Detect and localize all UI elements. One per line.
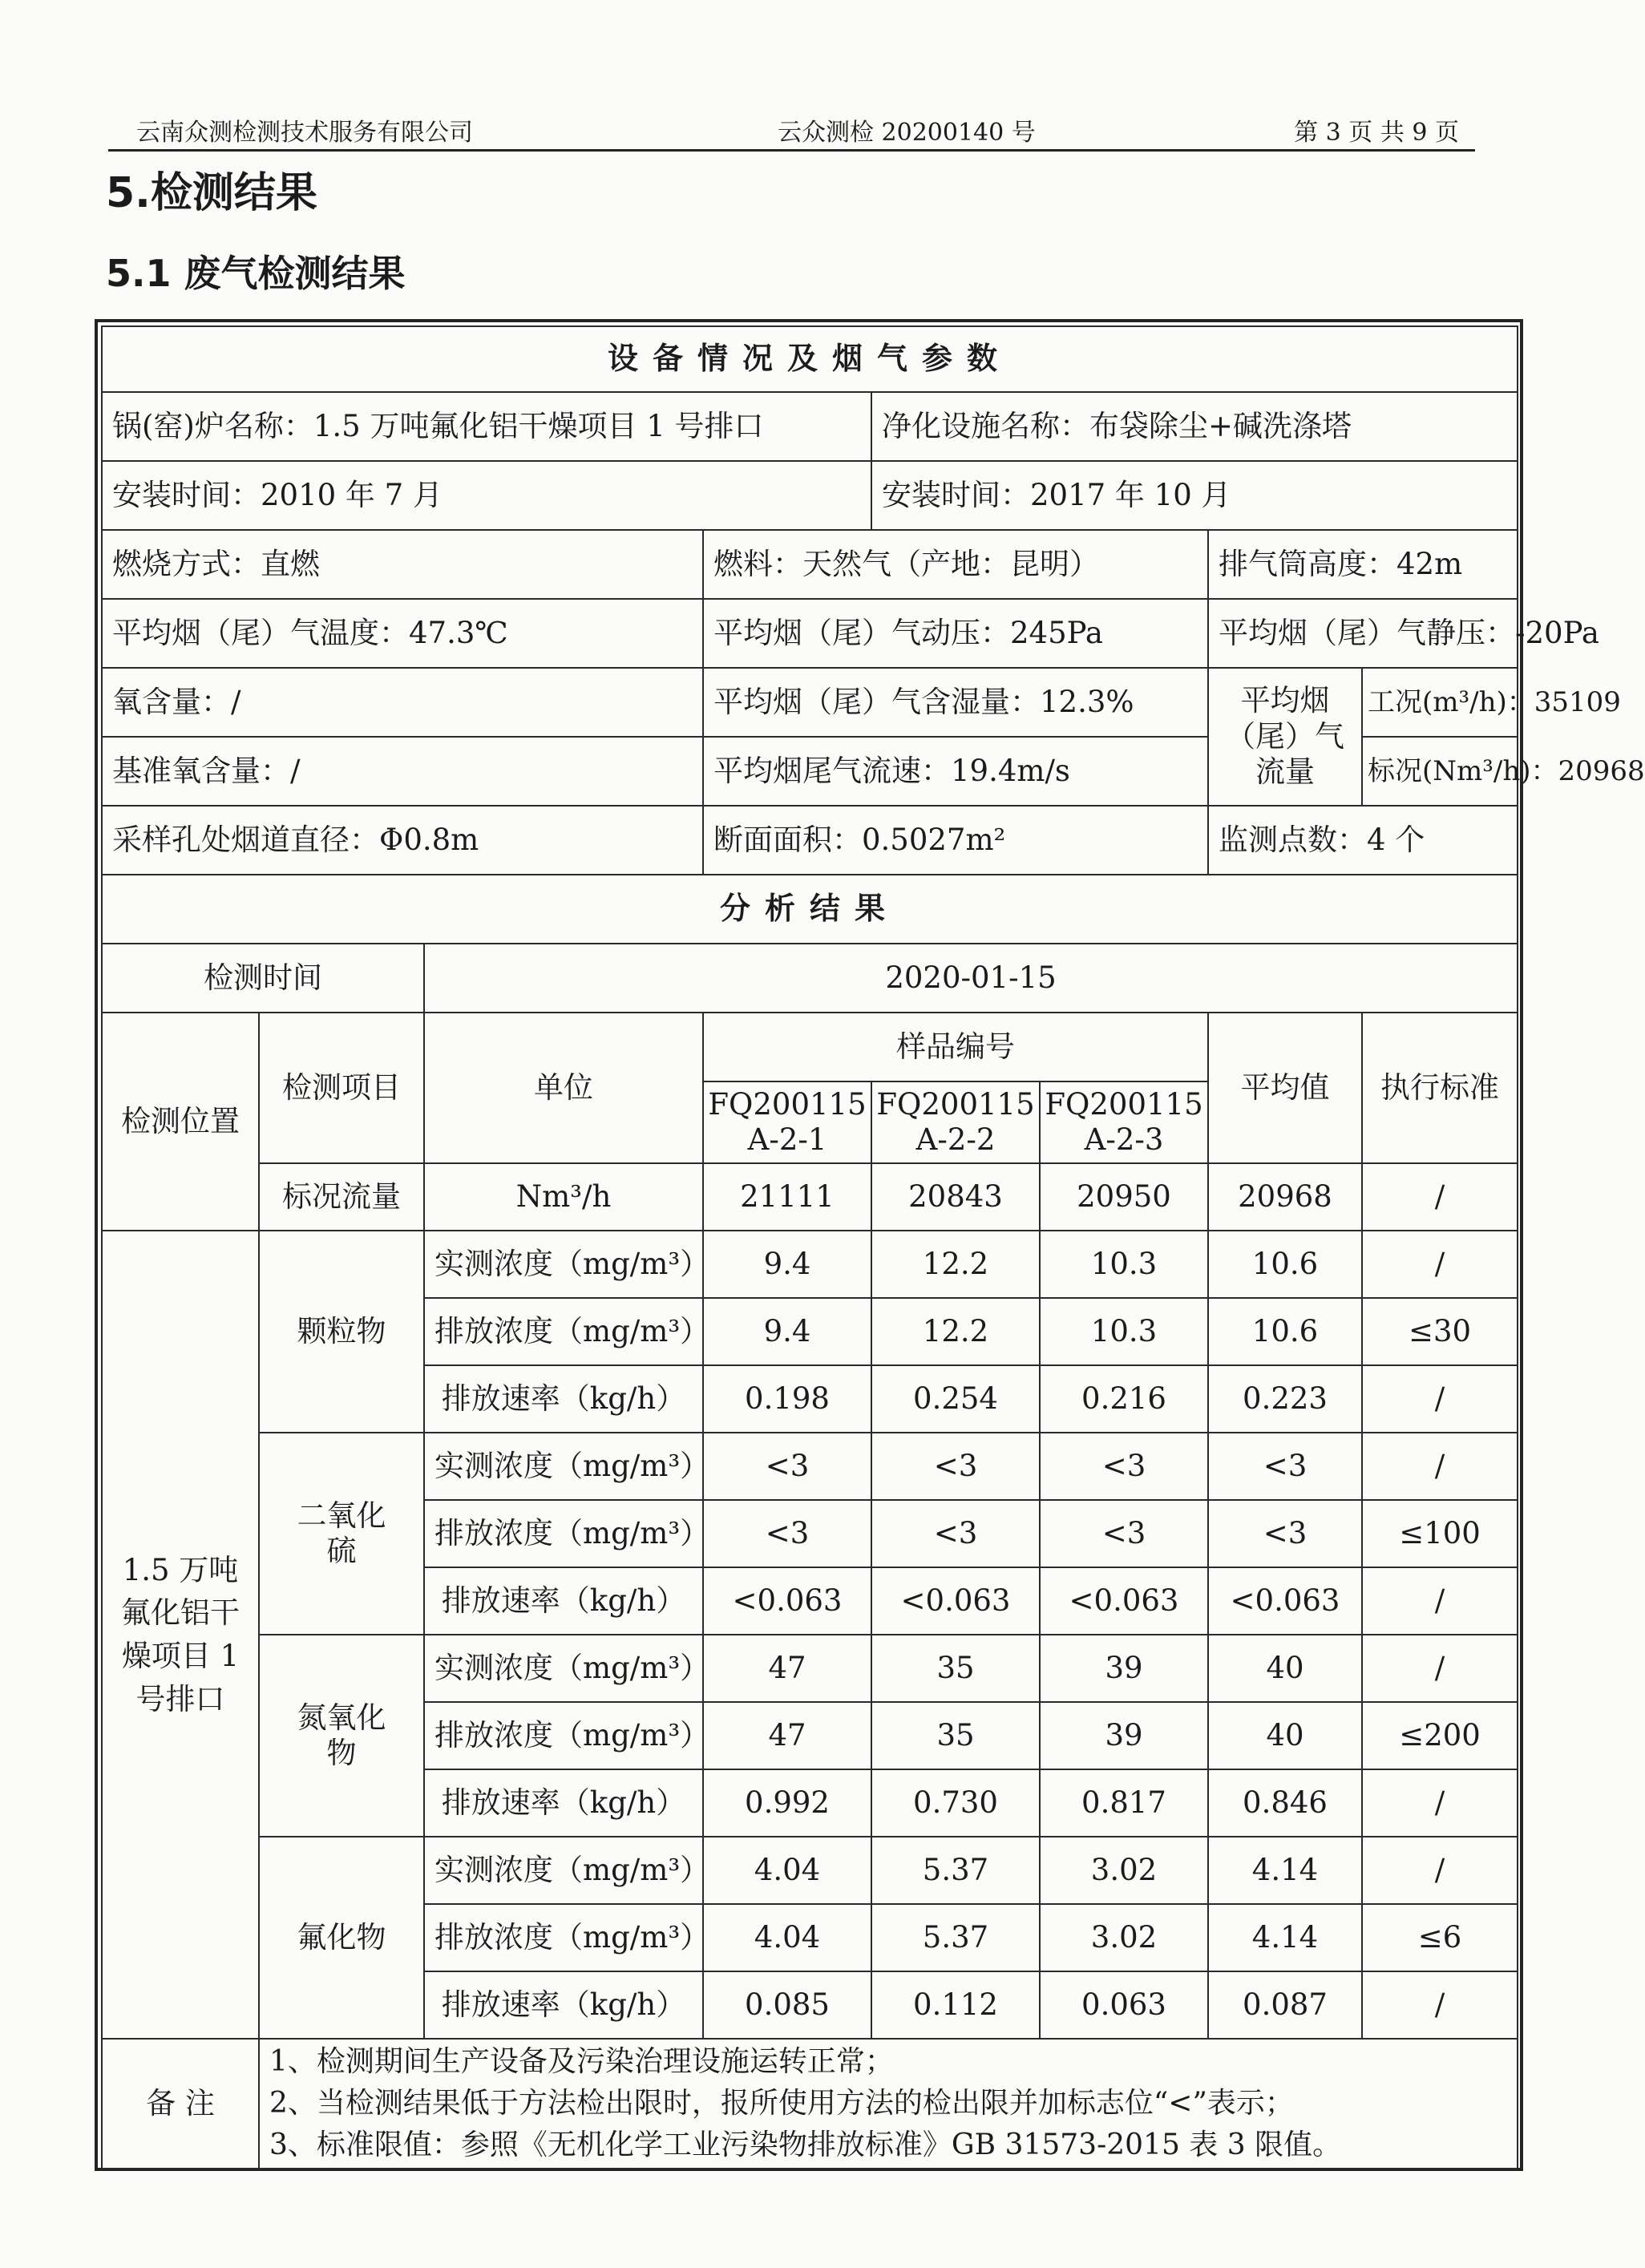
fuel: 燃料：天然气（产地：昆明） (703, 530, 1208, 599)
unit-cell: 排放速率（kg/h） (424, 1769, 703, 1837)
boiler-name: 锅(窑)炉名称：1.5 万吨氟化铝干燥项目 1 号排口 (102, 392, 871, 461)
subsection-title: 5.1 废气检测结果 (106, 252, 406, 295)
remark-line: 2、当检测结果低于方法检出限时，报所使用方法的检出限并加标志位“<”表示； (269, 2086, 1294, 2120)
monitor-points: 监测点数：4 个 (1208, 806, 1518, 875)
unit-cell: 排放浓度（mg/m³） (424, 1904, 703, 1971)
flow-value-2: 20843 (871, 1163, 1040, 1231)
value-cell: 3.02 (1040, 1837, 1208, 1904)
equipment-title: 设备情况及烟气参数 (102, 326, 1518, 392)
average-cell: 0.223 (1208, 1365, 1362, 1433)
remark-line: 1、检测期间生产设备及污染治理设施运转正常； (269, 2044, 894, 2078)
value-cell: 3.02 (1040, 1904, 1208, 1971)
unit-cell: 排放速率（kg/h） (424, 1971, 703, 2039)
average-cell: 0.846 (1208, 1769, 1362, 1837)
value-cell: 4.04 (703, 1837, 871, 1904)
table-row (102, 1231, 1518, 1298)
standard-cell: / (1362, 1769, 1518, 1837)
average-header: 平均值 (1208, 1013, 1362, 1163)
section-title: 5.检测结果 (106, 169, 317, 217)
avg-velocity: 平均烟尾气流速：19.4m/s (703, 737, 1208, 806)
unit-cell: 实测浓度（mg/m³） (424, 1231, 703, 1298)
test-location: 1.5 万吨氟化铝干燥项目 1 号排口 (102, 1231, 259, 2039)
remarks-label: 备 注 (102, 2039, 259, 2169)
value-cell: 0.730 (871, 1769, 1040, 1837)
table-row (102, 1433, 1518, 1500)
value-cell: <3 (703, 1500, 871, 1567)
value-cell: 0.198 (703, 1365, 871, 1433)
value-cell: 4.04 (703, 1904, 871, 1971)
average-cell: 4.14 (1208, 1904, 1362, 1971)
flow-value-3: 20950 (1040, 1163, 1208, 1231)
average-cell: <3 (1208, 1500, 1362, 1567)
average-cell: 40 (1208, 1635, 1362, 1702)
standard-header: 执行标准 (1362, 1013, 1518, 1163)
oxygen-content: 氧含量：/ (102, 668, 703, 737)
value-cell: 10.3 (1040, 1298, 1208, 1365)
value-cell: <3 (703, 1433, 871, 1500)
value-cell: <0.063 (1040, 1567, 1208, 1635)
unit-cell: 排放速率（kg/h） (424, 1365, 703, 1433)
unit-cell: 排放浓度（mg/m³） (424, 1298, 703, 1365)
avg-static-pressure: 平均烟（尾）气静压：-20Pa (1208, 599, 1518, 668)
avg-moisture: 平均烟（尾）气含湿量：12.3% (703, 668, 1208, 737)
value-cell: 47 (703, 1702, 871, 1769)
value-cell: 0.085 (703, 1971, 871, 2039)
average-cell: 40 (1208, 1702, 1362, 1769)
standard-cell: / (1362, 1365, 1518, 1433)
sample-id-1: FQ200115 A-2-1 (703, 1081, 871, 1163)
test-item: 二氧化硫 (259, 1433, 424, 1635)
standard-cell: / (1362, 1231, 1518, 1298)
average-cell: <3 (1208, 1433, 1362, 1500)
value-cell: 5.37 (871, 1904, 1040, 1971)
standard-cell: / (1362, 1433, 1518, 1500)
standard-cell: ≤6 (1362, 1904, 1518, 1971)
value-cell: 10.3 (1040, 1231, 1208, 1298)
test-date: 2020-01-15 (424, 944, 1518, 1013)
section-area: 断面面积：0.5027m² (703, 806, 1208, 875)
analysis-title: 分析结果 (102, 875, 1518, 944)
value-cell: <3 (871, 1433, 1040, 1500)
results-table (101, 325, 1645, 2169)
value-cell: 12.2 (871, 1231, 1040, 1298)
value-cell: 35 (871, 1702, 1040, 1769)
flow-row-unit: Nm³/h (424, 1163, 703, 1231)
sample-id-3: FQ200115 A-2-3 (1040, 1081, 1208, 1163)
flow-standard: / (1362, 1163, 1518, 1231)
flow-average: 20968 (1208, 1163, 1362, 1231)
install-time-purifier: 安装时间：2017 年 10 月 (871, 461, 1518, 530)
report-number: 云众测检 20200140 号 (778, 119, 1036, 147)
company-name: 云南众测检测技术服务有限公司 (136, 119, 473, 147)
value-cell: <3 (1040, 1433, 1208, 1500)
unit-cell: 实测浓度（mg/m³） (424, 1635, 703, 1702)
value-cell: <0.063 (871, 1567, 1040, 1635)
value-cell: 0.063 (1040, 1971, 1208, 2039)
value-cell: 39 (1040, 1702, 1208, 1769)
value-cell: <3 (871, 1500, 1040, 1567)
page-header (108, 103, 1475, 152)
standard-cell: ≤100 (1362, 1500, 1518, 1567)
value-cell: 5.37 (871, 1837, 1040, 1904)
avg-temperature: 平均烟（尾）气温度：47.3℃ (102, 599, 703, 668)
test-item: 氟化物 (259, 1837, 424, 2039)
flow-value-1: 21111 (703, 1163, 871, 1231)
sample-id-2: FQ200115 A-2-2 (871, 1081, 1040, 1163)
average-cell: 4.14 (1208, 1837, 1362, 1904)
value-cell: <3 (1040, 1500, 1208, 1567)
standard-cell: ≤200 (1362, 1702, 1518, 1769)
std-flow: 标况(Nm³/h)：20968 (1362, 737, 1518, 806)
average-cell: 10.6 (1208, 1231, 1362, 1298)
test-item: 氮氧化物 (259, 1635, 424, 1837)
table-row (102, 1635, 1518, 1702)
value-cell: 35 (871, 1635, 1040, 1702)
work-flow: 工况(m³/h)：35109 (1362, 668, 1518, 737)
item-header: 检测项目 (259, 1013, 424, 1163)
avg-dynamic-pressure: 平均烟（尾）气动压：245Pa (703, 599, 1208, 668)
value-cell: 9.4 (703, 1298, 871, 1365)
value-cell: 0.254 (871, 1365, 1040, 1433)
sample-id-header: 样品编号 (703, 1013, 1208, 1081)
unit-cell: 排放浓度（mg/m³） (424, 1500, 703, 1567)
value-cell: 47 (703, 1635, 871, 1702)
average-cell: 0.087 (1208, 1971, 1362, 2039)
location-header: 检测位置 (102, 1013, 259, 1231)
remark-line: 3、标准限值：参照《无机化学工业污染物排放标准》GB 31573-2015 表 3 限值。 (269, 2129, 1342, 2162)
value-cell: <0.063 (703, 1567, 871, 1635)
value-cell: 0.216 (1040, 1365, 1208, 1433)
install-time-boiler: 安装时间：2010 年 7 月 (102, 461, 871, 530)
stack-height: 排气筒高度：42m (1208, 530, 1518, 599)
duct-diameter: 采样孔处烟道直径：Φ0.8m (102, 806, 703, 875)
value-cell: 0.992 (703, 1769, 871, 1837)
value-cell: 12.2 (871, 1298, 1040, 1365)
average-cell: 10.6 (1208, 1298, 1362, 1365)
purifier-name: 净化设施名称：布袋除尘+碱洗涤塔 (871, 392, 1518, 461)
unit-cell: 实测浓度（mg/m³） (424, 1433, 703, 1500)
unit-header: 单位 (424, 1013, 703, 1163)
test-time-label: 检测时间 (102, 944, 424, 1013)
test-item: 颗粒物 (259, 1231, 424, 1433)
value-cell: 0.112 (871, 1971, 1040, 2039)
standard-cell: / (1362, 1837, 1518, 1904)
average-cell: <0.063 (1208, 1567, 1362, 1635)
flow-label: 平均烟（尾）气流量 (1208, 668, 1362, 806)
standard-cell: / (1362, 1567, 1518, 1635)
unit-cell: 实测浓度（mg/m³） (424, 1837, 703, 1904)
value-cell: 0.817 (1040, 1769, 1208, 1837)
combustion-mode: 燃烧方式：直燃 (102, 530, 703, 599)
unit-cell: 排放速率（kg/h） (424, 1567, 703, 1635)
flow-row-label: 标况流量 (259, 1163, 424, 1231)
standard-cell: / (1362, 1971, 1518, 2039)
value-cell: 9.4 (703, 1231, 871, 1298)
standard-cell: / (1362, 1635, 1518, 1702)
unit-cell: 排放浓度（mg/m³） (424, 1702, 703, 1769)
standard-cell: ≤30 (1362, 1298, 1518, 1365)
base-oxygen: 基准氧含量：/ (102, 737, 703, 806)
table-row (102, 1837, 1518, 1904)
value-cell: 39 (1040, 1635, 1208, 1702)
remarks-content (259, 2039, 1518, 2169)
page-number: 第 3 页 共 9 页 (1294, 119, 1459, 147)
